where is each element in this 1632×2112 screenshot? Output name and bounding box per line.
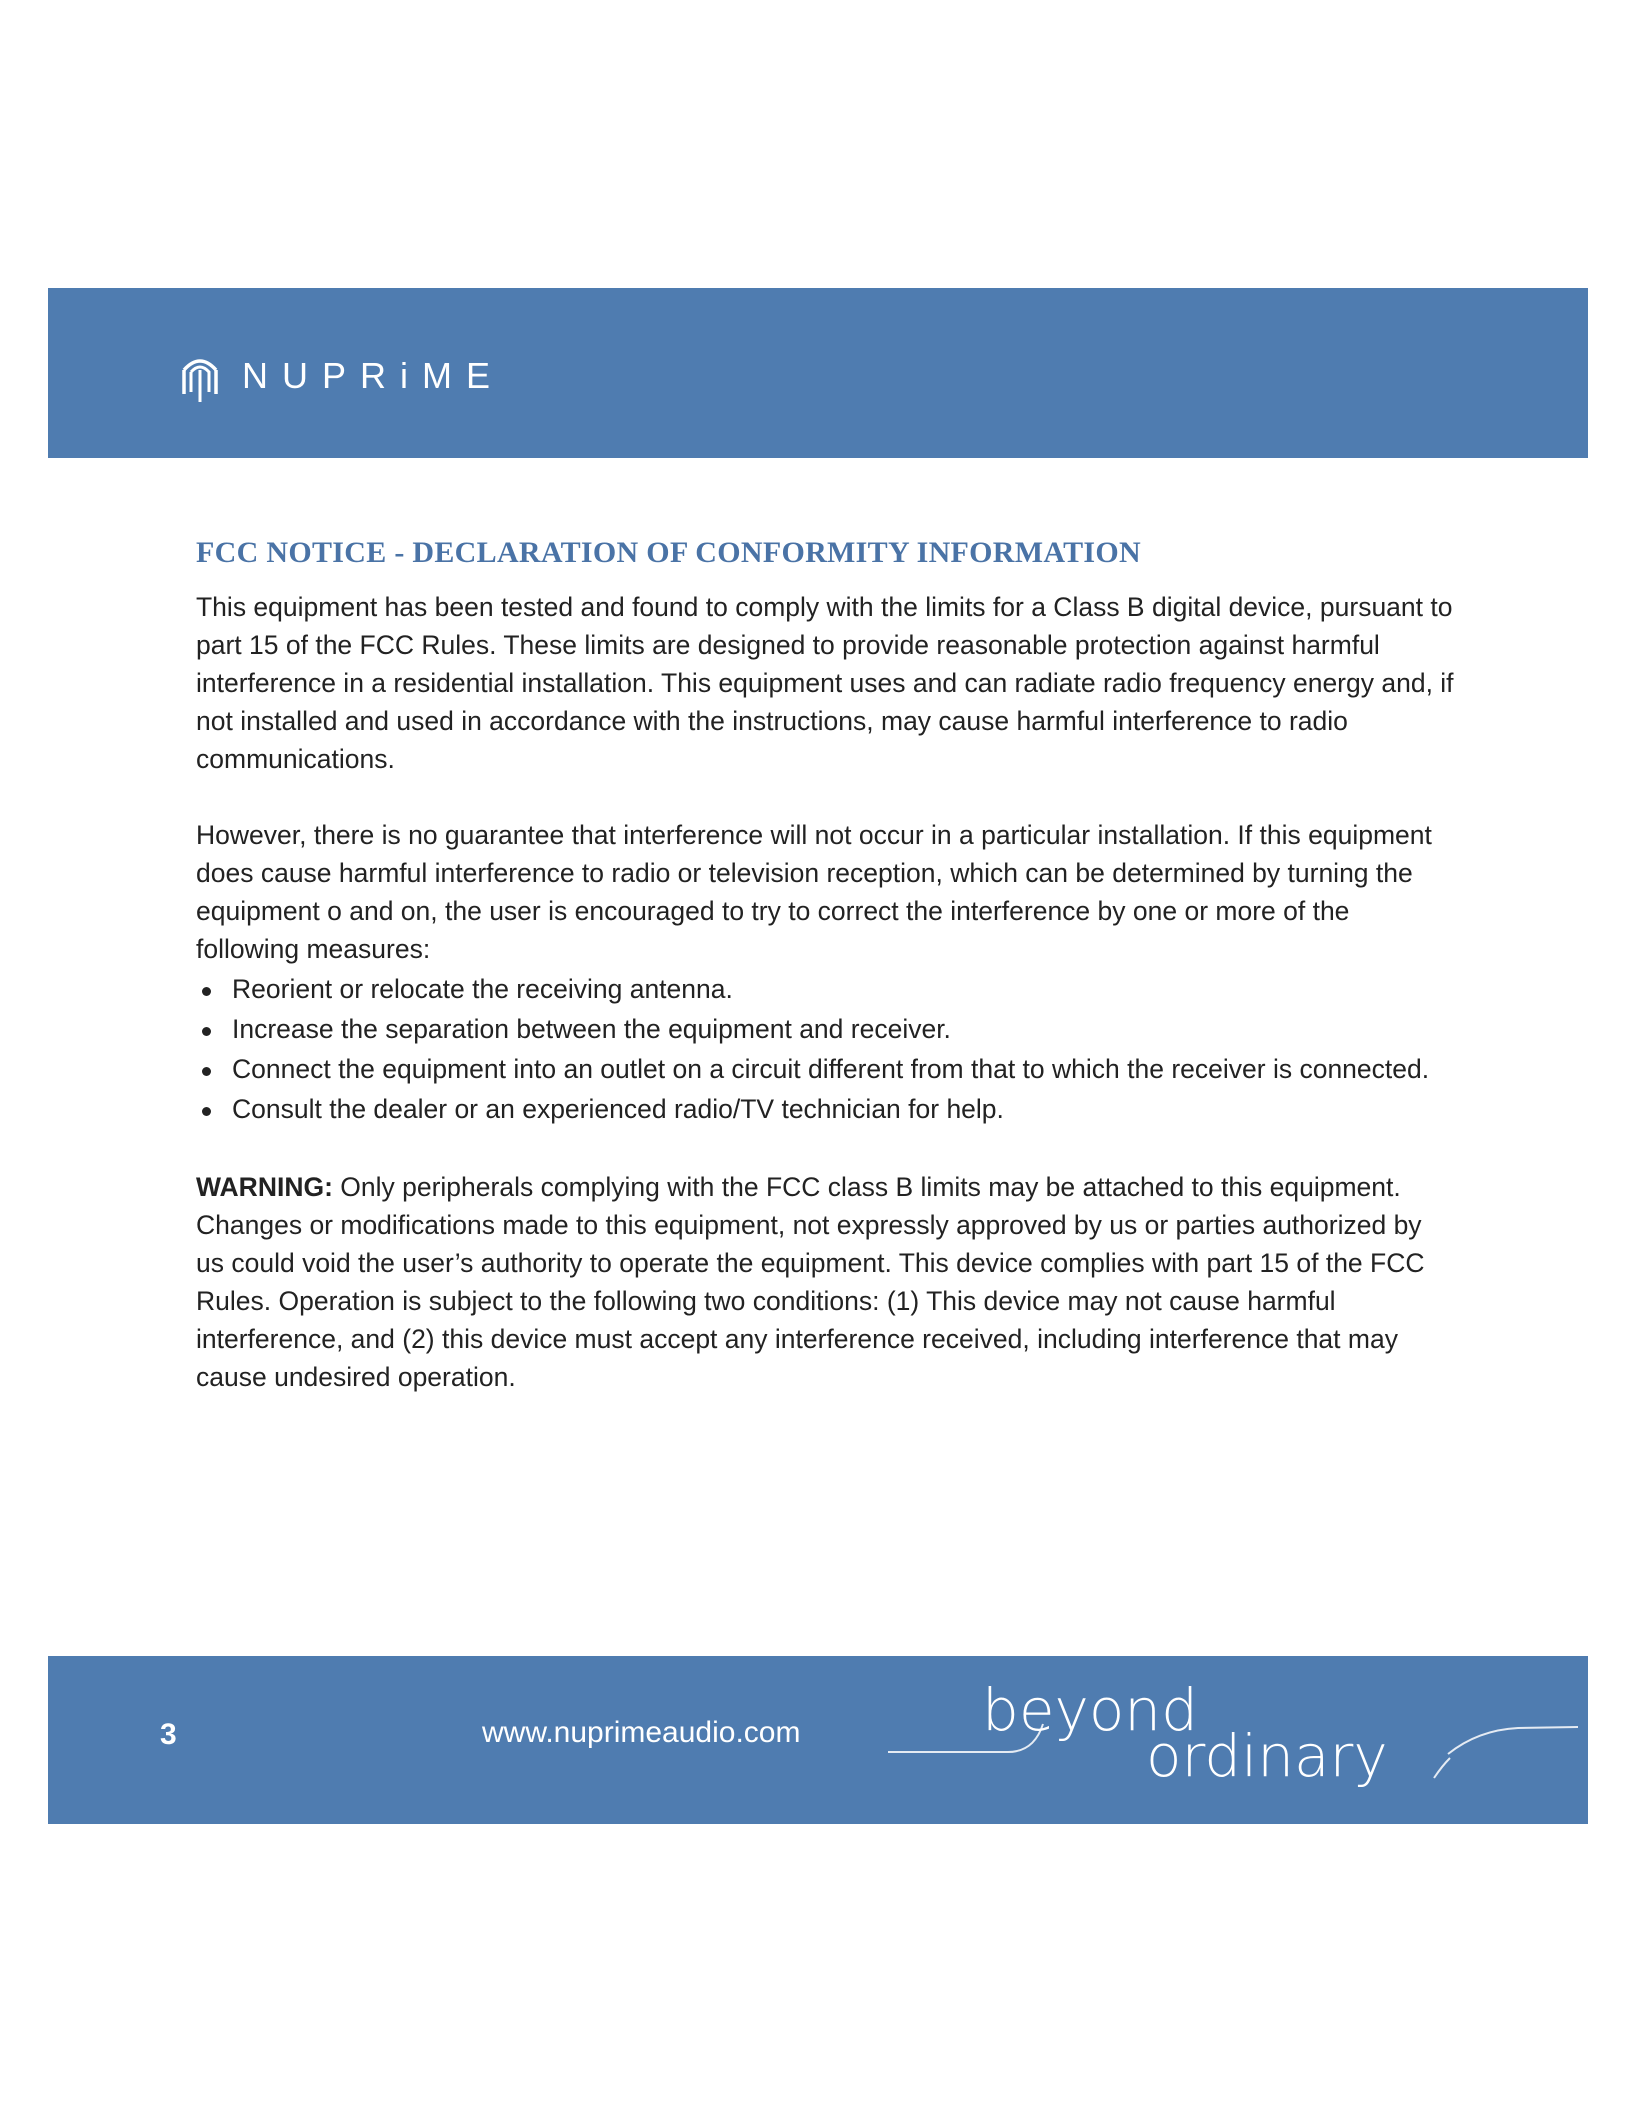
measure-text: Increase the separation between the equipment and receiver. <box>232 1014 951 1044</box>
brand-name: NUPRiME <box>242 355 505 396</box>
notice-title: FCC NOTICE - DECLARATION OF CONFORMITY INFORMATION <box>196 536 1141 569</box>
tagline-ordinary: ordinary <box>1146 1722 1388 1790</box>
bullet-icon <box>202 1107 211 1116</box>
warning-text: Only peripherals complying with the FCC class B limits may be attached to this equipment. <box>332 1172 1401 1202</box>
header-band <box>48 288 1588 458</box>
list-item <box>196 1050 1456 1088</box>
bullet-icon <box>202 987 211 996</box>
measures-list <box>196 970 1456 1128</box>
modifications-paragraph: Changes or modifications made to this equipment, not expressly approved by us or parties authorized by us could void the user’s authority to operate the equipment. This device complies with part 15 of the FCC Rules. Operation is subject to the following two conditions: (1) This device may not cause harmful interference, and (2) this device must accept any interference received, including interference that may cause undesired operation. <box>196 1210 1425 1392</box>
brand-logo <box>180 344 504 408</box>
bullet-icon <box>202 1027 211 1036</box>
bullet-icon <box>202 1067 211 1076</box>
page-number: 3 <box>160 1718 177 1751</box>
interference-paragraph: However, there is no guarantee that interference will not occur in a particular installation. If this equipment does cause harmful interference to radio or television reception, which can be determined by turning the equipment o and on, the user is encouraged to try to correct the interference by one or more of the following measures: <box>196 820 1432 964</box>
measure-text: Reorient or relocate the receiving antenna. <box>232 974 733 1004</box>
paragraph-spacer <box>196 778 1456 816</box>
nuprime-logo-icon <box>180 348 220 404</box>
warning-label: WARNING: <box>196 1172 333 1202</box>
footer-band <box>48 1656 1588 1824</box>
measure-text: Consult the dealer or an experienced radio/TV technician for help. <box>232 1094 1004 1124</box>
tagline-beyond: beyond <box>982 1676 1198 1744</box>
list-item <box>196 1010 1456 1048</box>
list-item <box>196 1090 1456 1128</box>
list-item <box>196 970 1456 1008</box>
fcc-notice <box>196 536 1456 1396</box>
paragraph-spacer <box>196 1130 1456 1168</box>
warning-paragraph <box>196 1168 1456 1206</box>
compliance-paragraph: This equipment has been tested and found to comply with the limits for a Class B digital device, pursuant to part 15 of the FCC Rules. These limits are designed to provide reasonable protection against harmful interference in a residential installation. This equipment uses and can radiate radio frequency energy and, if not installed and used in accordance with the instructions, may cause harmful interference to radio communications. <box>196 592 1454 774</box>
measure-text: Connect the equipment into an outlet on a circuit different from that to which the receiver is connected. <box>232 1054 1430 1084</box>
website-link[interactable]: www.nuprimeaudio.com <box>482 1716 801 1749</box>
